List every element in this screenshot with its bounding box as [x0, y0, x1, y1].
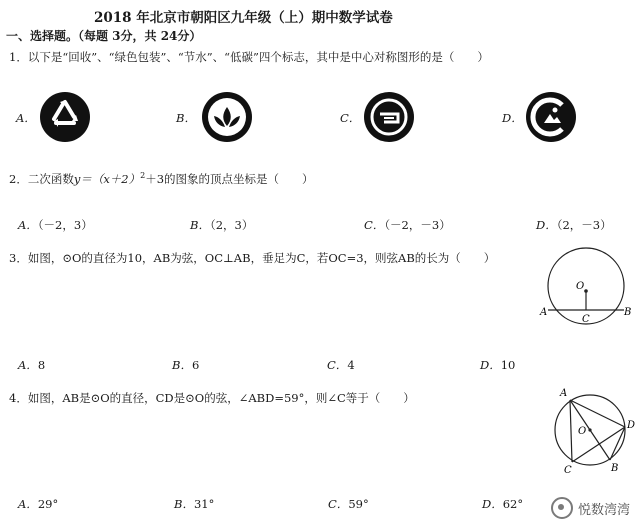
green-packaging-icon — [200, 90, 254, 144]
recycle-icon — [38, 90, 92, 144]
q4-option-a-value: 29° — [37, 497, 59, 511]
q3-option-c-label: C． — [327, 358, 348, 372]
q2-option-c-label: C． — [364, 218, 385, 232]
q1-option-d-label: D． — [502, 111, 523, 125]
q3-option-b-label: B． — [172, 358, 192, 372]
figure4-label-d: D — [627, 420, 636, 431]
q4-option-a-label: A． — [18, 497, 38, 511]
question-4-text: 4．如图，AB是⊙O的直径，CD是⊙O的弦，∠ABD=59°，则∠C等于（ ） — [9, 391, 415, 405]
q4-option-c-value: 59° — [348, 497, 369, 511]
q4-option-b — [174, 496, 214, 512]
q1-option-a-label: A． — [16, 111, 36, 125]
q3-option-a — [18, 357, 45, 373]
figure3-label-a: A — [540, 307, 548, 318]
q3-option-b-value: 6 — [191, 358, 200, 372]
question-2-function: y＝（x＋2） — [73, 172, 141, 186]
q3-option-b — [172, 357, 199, 373]
question-2-text — [9, 171, 314, 187]
q2-option-a-label: A． — [18, 218, 38, 232]
q2-option-d-value: （2，－3） — [556, 218, 612, 232]
question-3-text: 3．如图，⊙O的直径为10，AB为弦，OC⊥AB，垂足为C，若OC=3，则弦AB的长为（ ） — [9, 251, 496, 265]
q2-option-c-value: （－2，－3） — [384, 218, 451, 232]
q4-option-c-label: C． — [328, 497, 349, 511]
q3-option-d — [480, 357, 515, 373]
q2-option-b-value: （2，3） — [209, 218, 254, 232]
q3-option-c — [327, 357, 355, 373]
question-2-text-a: 2．二次函数 — [9, 172, 74, 186]
q4-option-d-value: 62° — [502, 497, 524, 511]
watermark-text: 悦数湾湾 — [577, 502, 630, 518]
figure4-label-b: B — [611, 463, 619, 474]
question-1-text: 1．以下是“回收”、“绿色包装”、“节水”、“低碳”四个标志，其中是中心对称图形的是（ ） — [9, 50, 489, 64]
figure3-label-b: B — [624, 307, 632, 318]
q4-option-b-value: 31° — [193, 497, 215, 511]
q4-option-c — [328, 496, 369, 512]
q4-option-b-label: B． — [174, 497, 194, 511]
watermark — [551, 497, 630, 519]
figure4-label-a: A — [560, 388, 568, 399]
q4-option-a — [18, 496, 58, 512]
circle-chord-figure — [538, 242, 634, 330]
q2-option-d — [536, 217, 612, 233]
figure4-label-o: O — [578, 426, 587, 437]
q3-option-a-value: 8 — [37, 358, 46, 372]
q2-option-b-label: B． — [190, 218, 210, 232]
q1-option-c-label: C． — [340, 111, 361, 125]
q3-option-d-label: D． — [480, 358, 501, 372]
q2-option-b — [190, 217, 253, 233]
question-2-text-c: ＋3的图象的顶点坐标是（ ） — [145, 172, 314, 186]
question-2-exponent: 2 — [140, 171, 146, 181]
q2-option-c — [364, 217, 451, 233]
low-carbon-icon — [524, 90, 578, 144]
q2-option-d-label: D． — [536, 218, 557, 232]
q2-option-a-value: （－2，3） — [37, 218, 93, 232]
q4-option-d-label: D． — [482, 497, 503, 511]
q3-option-d-value: 10 — [500, 358, 516, 372]
q3-option-a-label: A． — [18, 358, 38, 372]
watermark-logo-icon — [551, 497, 573, 519]
circle-angle-figure — [548, 382, 636, 476]
page-title: 2018 年北京市朝阳区九年级（上）期中数学试卷 — [94, 10, 393, 26]
section-heading: 一、选择题。（每题 3分，共 24分） — [6, 29, 202, 43]
q3-option-c-value: 4 — [347, 358, 355, 372]
figure3-label-o: O — [576, 281, 585, 292]
water-saving-icon — [362, 90, 416, 144]
q1-option-b-label: B． — [176, 111, 196, 125]
q2-option-a — [18, 217, 93, 233]
figure3-label-c: C — [582, 314, 590, 325]
q4-option-d — [482, 496, 523, 512]
figure4-label-c: C — [564, 465, 572, 476]
